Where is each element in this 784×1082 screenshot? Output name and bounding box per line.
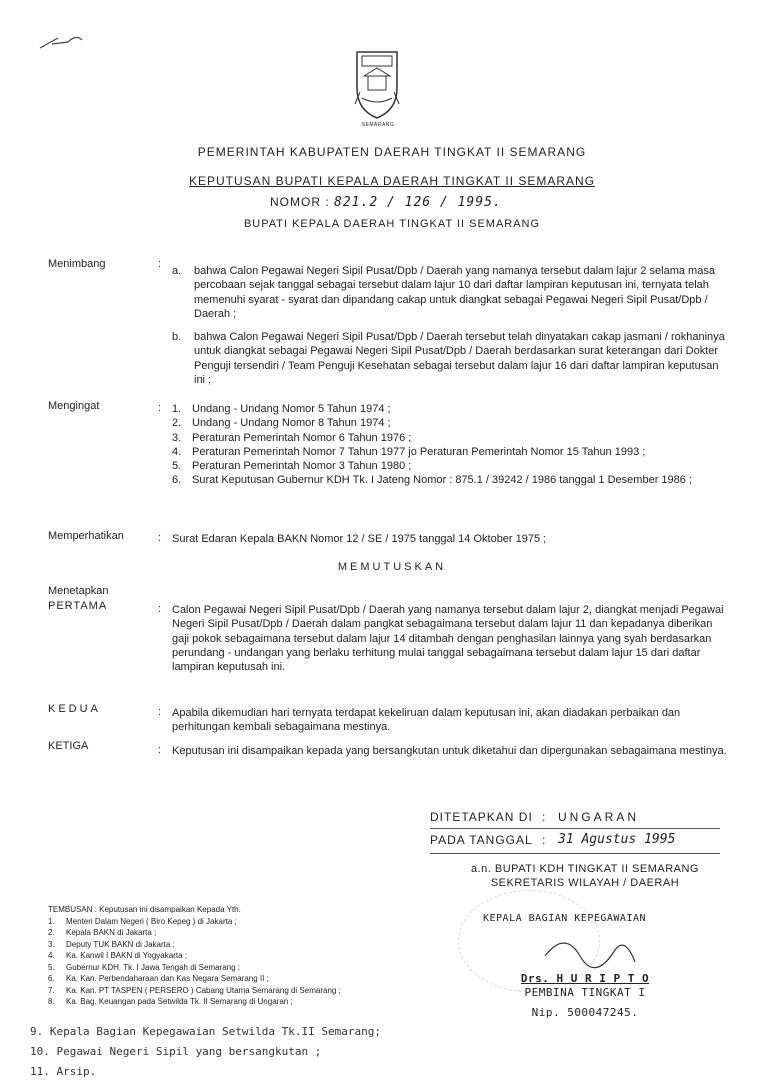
ketiga-text: Keputusan ini disampaikan kepada yang bersangkutan untuk diketahui dan dipergunakan sebagaimana mestinya. bbox=[172, 745, 727, 757]
list-item: 7. Ka. Kan. PT TASPEN ( PERSERO ) Cabang Utama Semarang di Semarang ; bbox=[48, 985, 341, 995]
mengingat-list bbox=[172, 402, 732, 488]
typed-additions bbox=[30, 1022, 381, 1082]
corner-scribble bbox=[38, 30, 88, 57]
list-item: 4. Ka. Kanwil I BAKN di Yogyakarta ; bbox=[48, 951, 187, 960]
issuer-heading: BUPATI KEPALA DAERAH TINGKAT II SEMARANG bbox=[243, 218, 541, 230]
handwritten-signature bbox=[525, 926, 645, 972]
menimbang-colon: : bbox=[158, 258, 162, 270]
list-item: 8. Ka. Bag. Keuangan pada Setwilda Tk. II Semarang di Ungaran ; bbox=[48, 997, 293, 1006]
memutuskan-heading: MEMUTUSKAN bbox=[337, 561, 447, 573]
list-item: 9. Kepala Bagian Kepegawaian Setwilda Tk.II Semarang; bbox=[30, 1025, 381, 1038]
menimbang-b: b. bahwa Calon Pegawai Negeri Sipil Pusat/Dpb / Daerah tersebut telah dinyatakan cakap jasmani / rokhaninya untuk diangkat sebagai Pegawai Negeri Sipil Pusat/Dpb / Daerah berdasarkan surat keterangan dari Dokter Penguji tersendiri / Team Penguji Kesehatan sebagai tersebut dalam lajur 16 dari daftar lampiran keputusan ini ; bbox=[172, 331, 725, 386]
ketiga-label: KETIGA bbox=[48, 740, 89, 752]
crest-emblem bbox=[352, 48, 402, 120]
ketiga-colon: : bbox=[158, 744, 162, 756]
list-item: 10. Pegawai Negeri Sipil yang bersangkutan ; bbox=[30, 1045, 322, 1058]
list-item: 5. Gubernur KDH. Tk. I Jawa Tengah di Semarang ; bbox=[48, 962, 241, 972]
mengingat-colon: : bbox=[158, 402, 162, 414]
list-item: 6. Surat Keputusan Gubernur KDH Tk. I Jateng Nomor : 875.1 / 39242 / 1986 tanggal 1 Desember 1986 ; bbox=[172, 474, 692, 487]
list-item: 6. Ka. Kan. Perbendaharaan dan Kas Negara Semarang II ; bbox=[48, 974, 269, 983]
list-item: 3. Peraturan Pemerintah Nomor 6 Tahun 1976 ; bbox=[172, 431, 412, 444]
list-item: 2. Undang - Undang Nomor 8 Tahun 1974 ; bbox=[172, 417, 391, 430]
list-item: 1. Menteri Dalam Negeri ( Biro Kepeg ) di Jakarta ; bbox=[48, 916, 237, 926]
kedua-text: Apabila dikemudian hari ternyata terdapat kekeliruan dalam keputusan ini, akan diadakan perbaikan dan perhitungan kembali sebagaimana mestinya. bbox=[172, 707, 681, 734]
list-item: 4. Peraturan Pemerintah Nomor 7 Tahun 1977 jo Peraturan Pemerintah Nomor 15 Tahun 1993 ; bbox=[172, 445, 646, 458]
list-item: 11. Arsip. bbox=[30, 1065, 97, 1078]
decision-heading: KEPUTUSAN BUPATI KEPALA DAERAH TINGKAT II SEMARANG bbox=[188, 174, 596, 188]
pertama-colon: : bbox=[158, 603, 162, 615]
kedua-colon: : bbox=[158, 706, 162, 718]
memperhatikan-label: Memperhatikan bbox=[48, 530, 124, 542]
decision-number: NOMOR : 821.2 / 126 / 1995. bbox=[270, 195, 502, 210]
list-item: 1. Undang - Undang Nomor 5 Tahun 1974 ; bbox=[172, 403, 391, 415]
crest-caption: SEMARANG bbox=[361, 122, 395, 128]
mengingat-label: Mengingat bbox=[48, 400, 100, 412]
kedua-label: KEDUA bbox=[48, 703, 101, 715]
pertama-label: PERTAMA bbox=[48, 600, 108, 612]
tembusan-block: TEMBUSAN : Keputusan ini disampaikan Kepada Yth. 1. Menteri Dalam Negeri ( Biro Kepeg ) di Jakarta ; 2. Kepala BAKN di Jakarta ; 3. Deputy TUK BAKN di Jakarta ; 4. Ka. Kanwil I BAKN di Yogyakarta ; 5. Gubernur KDH. Tk. I Jawa Tengah di Semarang ; 6. Ka. Kan. Perbendaharaan dan Kas Negara Semarang II ; 7. Ka. Kan. PT TASPEN ( PERSERO ) Cabang Utama Semarang di Semarang ; 8. Ka. Bag. Keuangan pada Setwilda Tk. II Semarang di Ungaran ; bbox=[48, 904, 478, 1008]
signature-block: a.n. BUPATI KDH TINGKAT II SEMARANG SEKRETARIS WILAYAH / DAERAH KEPALA BAGIAN KEPEGAWAIAN Drs. H U R I P T O PEMBINA TINGKAT I Nip. 500047245. bbox=[471, 863, 699, 1019]
memperhatikan-text: Surat Edaran Kepala BAKN Nomor 12 / SE / 1975 tanggal 14 Oktober 1975 ; bbox=[172, 533, 547, 545]
government-heading: PEMERINTAH KABUPATEN DAERAH TINGKAT II SEMARANG bbox=[197, 145, 587, 159]
decree-block: DITETAPKAN DI : UNGARAN PADA TANGGAL : 31 Agustus 1995 bbox=[430, 806, 720, 854]
menimbang-label: Menimbang bbox=[48, 258, 106, 270]
list-item: 2. Kepala BAKN di Jakarta ; bbox=[48, 928, 157, 937]
menimbang-a: a. bahwa Calon Pegawai Negeri Sipil Pusat/Dpb / Daerah yang namanya tersebut dalam lajur 2 selama masa percobaan sejak tanggal sebagai tersebut dalam lajur 10 dari daftar lampiran keputusan ini, ternyata telah memenuhi syarat - syarat dan dipandang cakap untuk diangkat sebagai Pegawai Negeri Sipil Pusat/Dpb / Daerah ; bbox=[172, 265, 715, 320]
menetapkan-label: Menetapkan bbox=[48, 585, 109, 597]
pertama-text: Calon Pegawai Negeri Sipil Pusat/Dpb / Daerah yang namanya tersebut dalam lajur 2, diangkat menjadi Pegawai Negeri Sipil Pusat/Dpb / Daerah dalam pangkat sebagaimana tersebut dalam lajur 11 dan kepadanya diberikan gaji pokok sebagaimana tersebut dalam lajur 14 ditambah dengan penghasilan lainnya yang syah berdasarkan perundang - undangan yang berlaku terhitung mulai tanggal sebagaimana tersebut dalam lajur 15 dari daftar lampiran keputusah ini. bbox=[172, 604, 724, 674]
list-item: 5. Peraturan Pemerintah Nomor 3 Tahun 1980 ; bbox=[172, 460, 412, 473]
memperhatikan-colon: : bbox=[158, 532, 162, 544]
list-item: 3. Deputy TUK BAKN di Jakarta ; bbox=[48, 939, 175, 949]
